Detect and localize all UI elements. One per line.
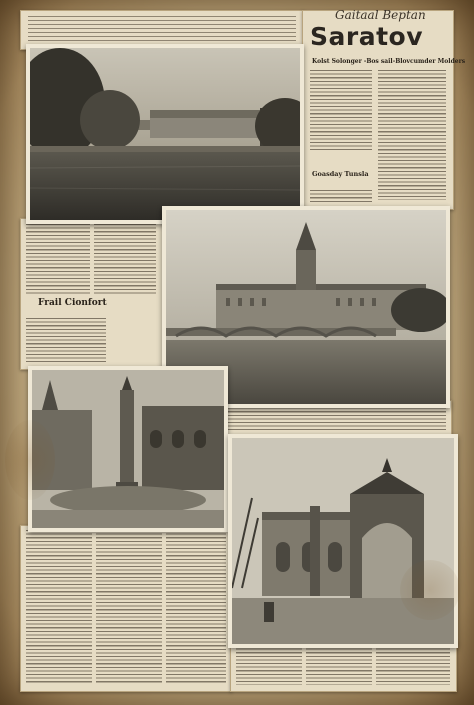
- article-text-right-2: [378, 70, 446, 200]
- headline-top-right: Kolst Solonger -Bos sail-Blovcumder Molders: [312, 58, 466, 65]
- article-text-top: [28, 16, 296, 44]
- article-text-right-3: [310, 190, 372, 204]
- article-text-right-1: [310, 70, 372, 150]
- article-text-left-3: [26, 318, 106, 362]
- photo-river-park-image: [30, 48, 300, 220]
- paper-stain-2: [5, 420, 55, 500]
- headline-right-column: Goasday Tunsla: [312, 170, 369, 178]
- article-text-bottom-2: [96, 530, 162, 685]
- article-text-bottom-6: [376, 645, 450, 685]
- headline-middle-left: Frail Cionfort: [38, 298, 107, 308]
- masthead-script: Gaitaal Beptan: [335, 8, 426, 22]
- photo-monument-image: [32, 370, 224, 528]
- article-text-bottom-5: [306, 645, 372, 685]
- article-text-left-1: [26, 224, 90, 294]
- article-text-bottom-1: [26, 530, 92, 685]
- photo-river-park: [26, 44, 304, 224]
- masthead-title: Saratov: [310, 22, 423, 51]
- photo-column-monument: [28, 366, 228, 532]
- paper-stain-1: [400, 560, 460, 620]
- article-text-left-2: [94, 224, 156, 294]
- article-text-bottom-4: [236, 645, 302, 685]
- article-text-bottom-3: [166, 530, 226, 685]
